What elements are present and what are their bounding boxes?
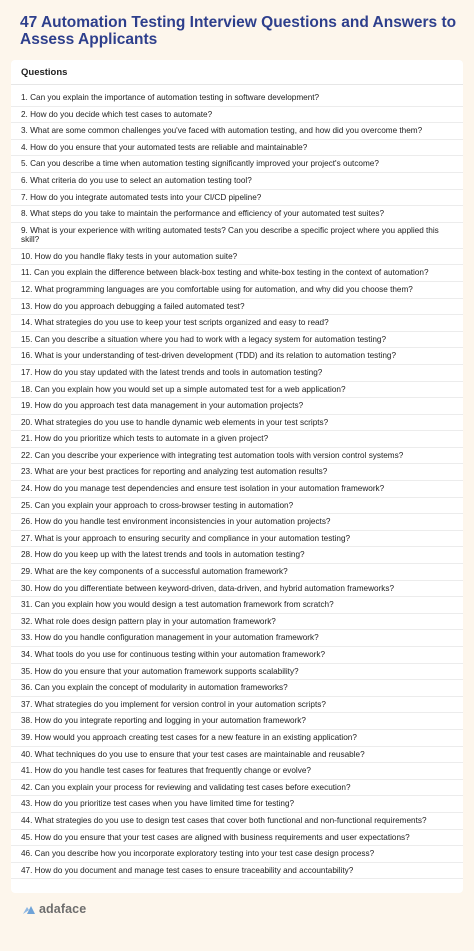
question-item: 31. Can you explain how you would design a test automation framework from scratch?: [11, 597, 463, 614]
question-item: 19. How do you approach test data management in your automation projects?: [11, 398, 463, 415]
question-item: 6. What criteria do you use to select an automation testing tool?: [11, 173, 463, 190]
question-item: 17. How do you stay updated with the latest trends and tools in automation testing?: [11, 365, 463, 382]
question-item: 10. How do you handle flaky tests in your automation suite?: [11, 249, 463, 266]
page-title: 47 Automation Testing Interview Questions and Answers to Assess Applicants: [20, 14, 457, 48]
question-item: 3. What are some common challenges you've faced with automation testing, and how did you overcome them?: [11, 123, 463, 140]
question-item: 44. What strategies do you use to design test cases that cover both functional and non-functional requirements?: [11, 813, 463, 830]
question-item: 26. How do you handle test environment inconsistencies in your automation projects?: [11, 514, 463, 531]
question-item: 39. How would you approach creating test cases for a new feature in an existing application?: [11, 730, 463, 747]
question-item: 45. How do you ensure that your test cases are aligned with business requirements and user expectations?: [11, 830, 463, 847]
question-item: 16. What is your understanding of test-driven development (TDD) and its relation to automation testing?: [11, 348, 463, 365]
question-item: 23. What are your best practices for reporting and analyzing test automation results?: [11, 464, 463, 481]
question-item: 5. Can you describe a time when automation testing significantly improved your project's outcome?: [11, 156, 463, 173]
questions-list: [11, 90, 463, 879]
question-item: 30. How do you differentiate between keyword-driven, data-driven, and hybrid automation frameworks?: [11, 581, 463, 598]
adaface-logo-icon: [22, 904, 36, 916]
question-item: 42. Can you explain your process for reviewing and validating test cases before execution?: [11, 780, 463, 797]
question-item: 29. What are the key components of a successful automation framework?: [11, 564, 463, 581]
question-item: 38. How do you integrate reporting and logging in your automation framework?: [11, 713, 463, 730]
question-item: 36. Can you explain the concept of modularity in automation frameworks?: [11, 680, 463, 697]
question-item: 43. How do you prioritize test cases when you have limited time for testing?: [11, 796, 463, 813]
question-item: 7. How do you integrate automated tests into your CI/CD pipeline?: [11, 190, 463, 207]
questions-header: [11, 60, 463, 85]
question-item: 4. How do you ensure that your automated tests are reliable and maintainable?: [11, 140, 463, 157]
question-item: 21. How do you prioritize which tests to automate in a given project?: [11, 431, 463, 448]
question-item: 9. What is your experience with writing automated tests? Can you describe a specific project where you applied this skill?: [11, 223, 463, 249]
question-item: 15. Can you describe a situation where you had to work with a legacy system for automation testing?: [11, 332, 463, 349]
question-item: 8. What steps do you take to maintain the performance and efficiency of your automated test suites?: [11, 206, 463, 223]
question-item: 40. What techniques do you use to ensure that your test cases are maintainable and reusable?: [11, 747, 463, 764]
question-item: 18. Can you explain how you would set up a simple automated test for a web application?: [11, 382, 463, 399]
question-item: 24. How do you manage test dependencies and ensure test isolation in your automation framework?: [11, 481, 463, 498]
brand-name: adaface: [39, 902, 87, 916]
question-item: 22. Can you describe your experience with integrating test automation tools with version control systems?: [11, 448, 463, 465]
question-item: 47. How do you document and manage test cases to ensure traceability and accountability?: [11, 863, 463, 880]
question-item: 20. What strategies do you use to handle dynamic web elements in your test scripts?: [11, 415, 463, 432]
question-item: 46. Can you describe how you incorporate exploratory testing into your test case design process?: [11, 846, 463, 863]
question-item: 25. Can you explain your approach to cross-browser testing in automation?: [11, 498, 463, 515]
question-item: 34. What tools do you use for continuous testing within your automation framework?: [11, 647, 463, 664]
question-item: 33. How do you handle configuration management in your automation framework?: [11, 630, 463, 647]
question-item: 11. Can you explain the difference between black-box testing and white-box testing in the context of automation?: [11, 265, 463, 282]
question-item: 1. Can you explain the importance of automation testing in software development?: [11, 90, 463, 107]
question-item: 12. What programming languages are you comfortable using for automation, and why did you choose them?: [11, 282, 463, 299]
question-item: 32. What role does design pattern play in your automation framework?: [11, 614, 463, 631]
question-item: 14. What strategies do you use to keep your test scripts organized and easy to read?: [11, 315, 463, 332]
question-item: 28. How do you keep up with the latest trends and tools in automation testing?: [11, 547, 463, 564]
section-label: Questions: [21, 67, 68, 78]
question-item: 13. How do you approach debugging a failed automated test?: [11, 299, 463, 316]
question-item: 2. How do you decide which test cases to automate?: [11, 107, 463, 124]
question-item: 27. What is your approach to ensuring security and compliance in your automation testing?: [11, 531, 463, 548]
questions-card: [11, 60, 463, 893]
question-item: 35. How do you ensure that your automation framework supports scalability?: [11, 664, 463, 681]
question-item: 37. What strategies do you implement for version control in your automation scripts?: [11, 697, 463, 714]
question-item: 41. How do you handle test cases for features that frequently change or evolve?: [11, 763, 463, 780]
